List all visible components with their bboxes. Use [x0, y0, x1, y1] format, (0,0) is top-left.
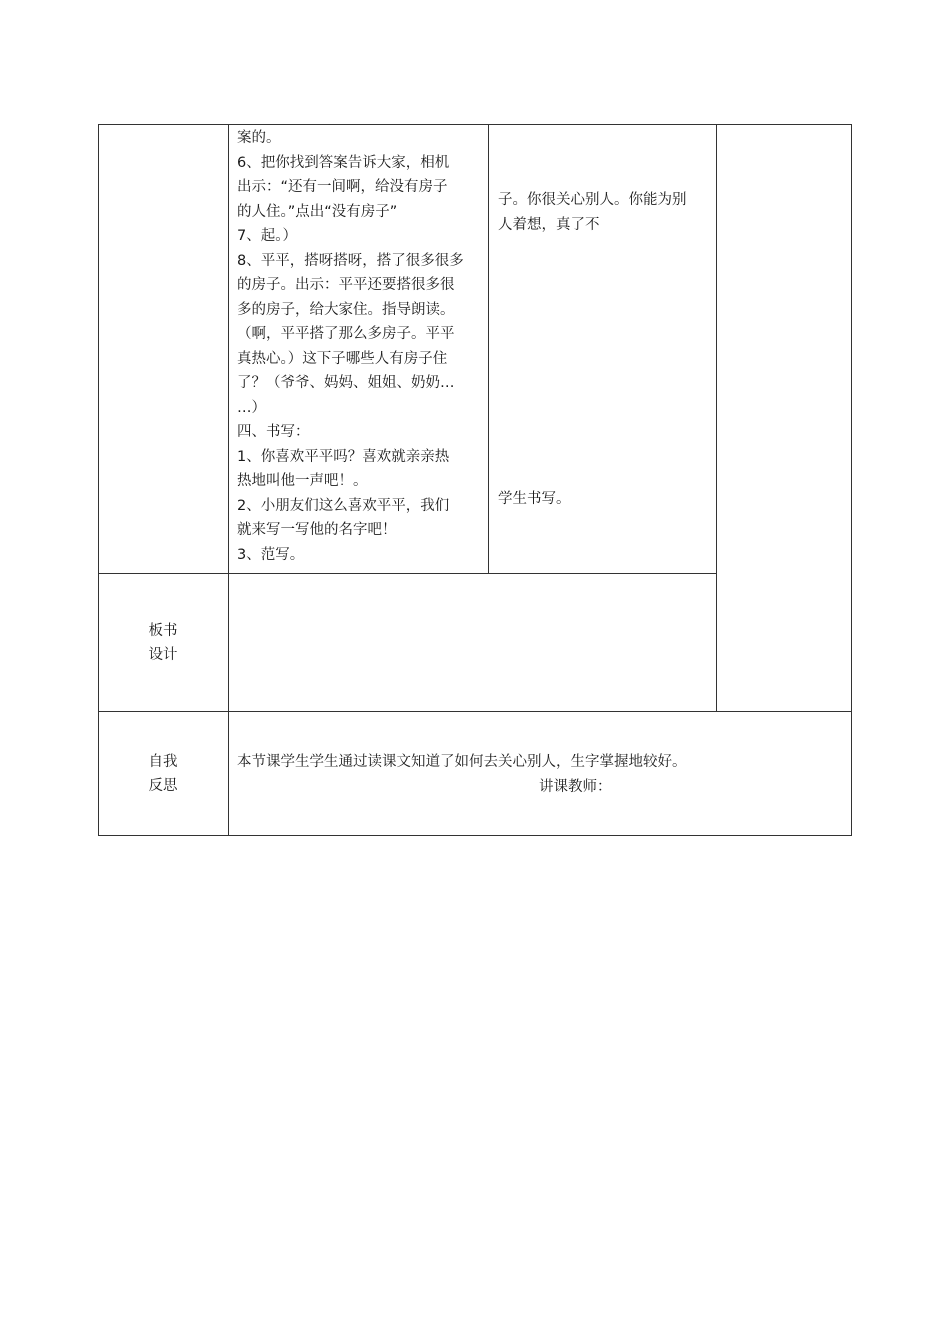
- student-writing-note: 学生书写。: [498, 491, 571, 507]
- teacher-line: 7、起。）: [237, 228, 297, 244]
- teacher-line: 8、平平，搭呀搭呀，搭了很多很多: [237, 252, 464, 269]
- table-border-right: [851, 124, 852, 836]
- table-border-top: [98, 124, 852, 125]
- teacher-line: 3、范写。: [237, 546, 305, 563]
- teacher-line: 真热心。）这下子哪些人有房子住: [237, 350, 448, 367]
- teacher-line: 的房子。出示：平平还要搭很多很: [237, 277, 455, 293]
- teacher-line: 热地叫他一声吧！。: [237, 473, 368, 489]
- student-line: 子。你很关心别人。你能为别: [498, 192, 687, 208]
- column-divider-notes: [716, 124, 717, 712]
- teacher-line: （啊，平平搭了那么多房子。平平: [237, 326, 455, 342]
- row-divider-process-board: [98, 573, 717, 574]
- reflection-text: 本节课学生学生通过读课文知道了如何去关心别人，生字掌握地较好。: [237, 754, 687, 770]
- column-divider-label: [228, 124, 229, 836]
- teacher-line: 2、小朋友们这么喜欢平平，我们: [237, 497, 450, 514]
- teacher-line: 出示：“还有一间啊，给没有房子: [237, 179, 448, 195]
- teacher-line: …）: [237, 399, 266, 416]
- row-divider-board-reflection: [98, 711, 852, 712]
- teacher-line: 的人住。”点出“没有房子”: [237, 203, 398, 220]
- student-activity-text: [498, 188, 687, 237]
- column-divider-teacher-student: [488, 124, 489, 574]
- board-design-label: 板书 设计: [148, 623, 178, 663]
- reflection-label: 自我 反思: [148, 754, 178, 794]
- teacher-line: 了？（爷爷、妈妈、姐姐、奶奶…: [237, 375, 455, 391]
- table-border-left: [98, 124, 99, 836]
- teacher-line: 多的房子，给大家住。指导朗读。: [237, 301, 455, 318]
- teacher-line: 1、你喜欢平平吗？喜欢就亲亲热: [237, 448, 450, 465]
- teacher-signature-label: 讲课教师：: [539, 779, 612, 795]
- table-border-bottom: [98, 835, 852, 836]
- teacher-line: 四、书写：: [237, 424, 310, 440]
- teacher-line: 6、把你找到答案告诉大家，相机: [237, 154, 450, 171]
- teacher-line: 就来写一写他的名字吧！: [237, 522, 397, 538]
- teacher-activity-text: [237, 126, 464, 567]
- student-line: 人着想，真了不: [498, 216, 600, 233]
- teacher-line: 案的。: [237, 130, 281, 146]
